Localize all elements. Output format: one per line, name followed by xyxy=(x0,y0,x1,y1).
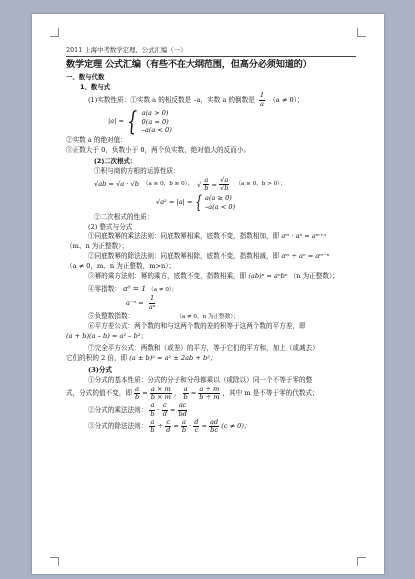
denominator: bc xyxy=(210,426,219,435)
fraction xyxy=(162,402,168,418)
fraction xyxy=(183,386,189,402)
brace-symbol: { xyxy=(127,106,138,137)
text: ②分式的乘法法则： xyxy=(88,405,148,414)
fraction xyxy=(149,419,155,435)
denominator: b × m xyxy=(150,393,171,402)
reciprocal-fraction xyxy=(259,92,265,108)
fraction xyxy=(209,419,219,435)
radical-rule-1: ①积与商的方根的运算性质： xyxy=(94,167,180,176)
text: ①同底数幂的乘法法则：同底数幂相乘，底数不变，指数相加，即 xyxy=(88,232,280,241)
cond: （a ≠ 0，n 为正整数）； xyxy=(176,313,239,320)
document-content xyxy=(66,46,356,435)
formula: aᵐ · aⁿ = aᵐ⁺ⁿ xyxy=(281,232,327,241)
fraction xyxy=(134,386,140,402)
numerator: ac xyxy=(178,401,187,410)
text: 式，分式的值不变，即 xyxy=(66,389,132,398)
text: ③幂的乘方法则：幂的乘方，底数不变，指数相乘，即 xyxy=(88,272,247,280)
fraction xyxy=(150,386,172,402)
cases-list xyxy=(142,109,172,134)
fraction-rule-1-b: 式，分式的值不变，即 $\frac{a}{b}$ = $\frac{a \times m}{b \times m}$ ， $\frac{a}{b}$ = $\frac{a \div m}{b \div m}$ ，其中 m 是不等于零的代数式； xyxy=(66,384,319,402)
numerator: a × m xyxy=(150,384,171,393)
radical-quotient: √ $\frac{a}{b}$ = $\frac{√a}{√b}$ xyxy=(197,176,229,193)
case: –a(a < 0) xyxy=(141,125,172,134)
cond: （n 为正整数）； xyxy=(289,272,339,280)
fraction-multiplication: ②分式的乘法法则： $\frac{a}{b}$ · $\frac{c}{d}$ = $\frac{ac}{bd}$ xyxy=(88,401,187,418)
difference-of-squares: ⑥平方差公式：两个数的和与这两个数的差的积等于这两个数的平方差，即 xyxy=(88,322,306,331)
fraction-division: ③分式的除法法则： $\frac{a}{b}$ ÷ $\frac{c}{d}$ = $\frac{a}{b}$ · $\frac{d}{c}$ = $\frac{ad}{bc}$ (c ≠ 0)； xyxy=(88,417,251,435)
numerator: c xyxy=(166,417,171,426)
formula: aᵐ ÷ aⁿ = aᵐ⁻ⁿ xyxy=(281,252,330,261)
fraction xyxy=(193,419,199,435)
numerator: √a xyxy=(220,176,229,185)
numerator: ad xyxy=(209,417,219,426)
fraction xyxy=(198,386,220,402)
text: ，其中 m 是不等于零的代数式； xyxy=(222,389,319,398)
text: 它们的积的 2 倍，即 xyxy=(66,354,128,363)
denominator: b xyxy=(183,393,188,402)
power-rule-3 xyxy=(66,272,356,281)
numerator: a xyxy=(150,401,155,410)
numerator: a xyxy=(150,417,155,426)
formula: (a ± b)² = a² ± 2ab + b²； xyxy=(129,354,217,363)
power-rule-4 xyxy=(66,284,356,295)
denominator: b xyxy=(150,409,155,418)
numerator: d xyxy=(194,417,199,426)
text: ③分式的除法法则： xyxy=(88,422,148,431)
denominator: √b xyxy=(220,184,229,193)
case: –a(a < 0) xyxy=(204,202,236,211)
denominator: b xyxy=(181,426,187,435)
numerator: 1 xyxy=(259,91,265,100)
page-header: 2011 上海中考数学定理、公式汇编（一） xyxy=(66,46,356,57)
radical-heading: (2)二次根式： xyxy=(94,156,137,165)
real-number-property-1 xyxy=(66,92,356,108)
fraction xyxy=(181,419,187,435)
denominator: aⁿ xyxy=(148,302,156,311)
text: (1)实数性质：①实数 a 的相反数是 –a，实数 a 的倒数是 xyxy=(88,96,255,105)
denominator: b xyxy=(134,393,140,402)
crop-mark-bottom-right xyxy=(357,557,366,566)
formula: a⁰ = 1 xyxy=(123,283,147,293)
case: a(a > 0) xyxy=(141,109,169,118)
fraction-rule-1: ①分式的基本性质：分式的分子和分母都乘以（或除以）同一个不等于零的整 xyxy=(88,375,313,384)
subsection-heading: 1、数与式 xyxy=(80,82,111,91)
power-rule-5-formula xyxy=(66,295,356,311)
denominator: d xyxy=(166,426,171,435)
fraction-heading: (3)分式 xyxy=(88,366,113,375)
brace-symbol: { xyxy=(194,191,202,213)
denominator: c xyxy=(194,426,199,435)
page-title: 数学定理 公式汇编（有些不在大纲范围，但高分必须知道的） xyxy=(66,58,312,70)
text: ②同底数幂的除法法则：同底数幂相除，底数不变，指数相减，即 xyxy=(88,252,280,261)
perfect-square-b xyxy=(66,354,356,363)
difference-of-squares-formula: (a + b)(a – b) = a² – b²； xyxy=(66,332,148,341)
abs-cases xyxy=(108,106,172,137)
numerator: a xyxy=(183,384,188,393)
abs-lhs: |a| = xyxy=(108,117,124,126)
perfect-square: ⑦完全平方公式：两数和（或差）的平方，等于它们的平方和，加上（或减去） xyxy=(88,344,319,353)
numerator: a xyxy=(135,384,140,393)
fraction xyxy=(149,402,155,418)
text: ④零指数： xyxy=(88,284,121,293)
numerator: a xyxy=(182,417,186,426)
radical-quotient-cond: （a ≥ 0，b > 0）； xyxy=(235,181,286,188)
power-heading: (2) 整式与分式 xyxy=(88,222,133,231)
radical-square xyxy=(66,191,356,213)
power-rule-5 xyxy=(66,312,356,322)
denominator: b xyxy=(150,426,155,435)
denominator: bd xyxy=(178,409,187,418)
power-rule-1-cond: （m、n 为正整数）； xyxy=(66,242,129,251)
text: （a ≠ 0）； xyxy=(269,96,304,105)
radical-product-cond: （a ≥ 0，b ≥ 0）； xyxy=(142,181,194,188)
cond: (c ≠ 0)； xyxy=(221,422,251,431)
fraction xyxy=(165,419,171,435)
radical-rule-2: ②二次根式的性质： xyxy=(94,212,154,221)
text: ⑤负整数指数： xyxy=(88,311,135,320)
document-page xyxy=(32,14,384,574)
power-rule-2 xyxy=(66,252,356,261)
real-number-property-3: ③正数大于 0，负数小于 0，两个负实数，绝对值大的反而小。 xyxy=(66,145,251,154)
denominator: d xyxy=(162,409,167,418)
formula-fraction xyxy=(148,295,157,311)
numerator: a ÷ m xyxy=(199,384,220,393)
denominator: b xyxy=(204,184,209,193)
abs-label: ②实数 a 的绝对值： xyxy=(66,135,127,144)
cond: （a ≠ 0）； xyxy=(148,286,178,293)
section-heading: 一、数与代数 xyxy=(66,73,105,82)
radical-product: √ab = √a · √b xyxy=(94,180,139,189)
case: a(a ≥ 0) xyxy=(204,194,232,203)
case: 0(a = 0) xyxy=(141,117,169,126)
numerator: 1 xyxy=(150,294,155,303)
cases-list xyxy=(205,194,235,210)
absolute-value-formula xyxy=(66,106,356,137)
radical-square-lhs: √a² = |a| = xyxy=(156,198,193,207)
power-rule-1 xyxy=(66,232,356,241)
crop-mark-top-right xyxy=(357,28,366,37)
power-rule-2-cond: （a ≠ 0，m、n 为正整数，m>n）； xyxy=(66,262,176,271)
numerator: a xyxy=(204,176,209,185)
crop-mark-bottom-left xyxy=(50,557,59,566)
denominator: b ÷ m xyxy=(199,393,220,402)
crop-mark-top-left xyxy=(50,28,59,37)
fraction xyxy=(177,402,187,418)
radical-product-quotient xyxy=(66,177,356,193)
numerator: c xyxy=(162,401,167,410)
radical-square-cases xyxy=(156,191,236,213)
formula: (ab)ⁿ = aⁿbⁿ xyxy=(248,272,288,280)
formula-lhs: a⁻ⁿ = xyxy=(126,299,144,308)
denominator: a xyxy=(260,99,264,108)
